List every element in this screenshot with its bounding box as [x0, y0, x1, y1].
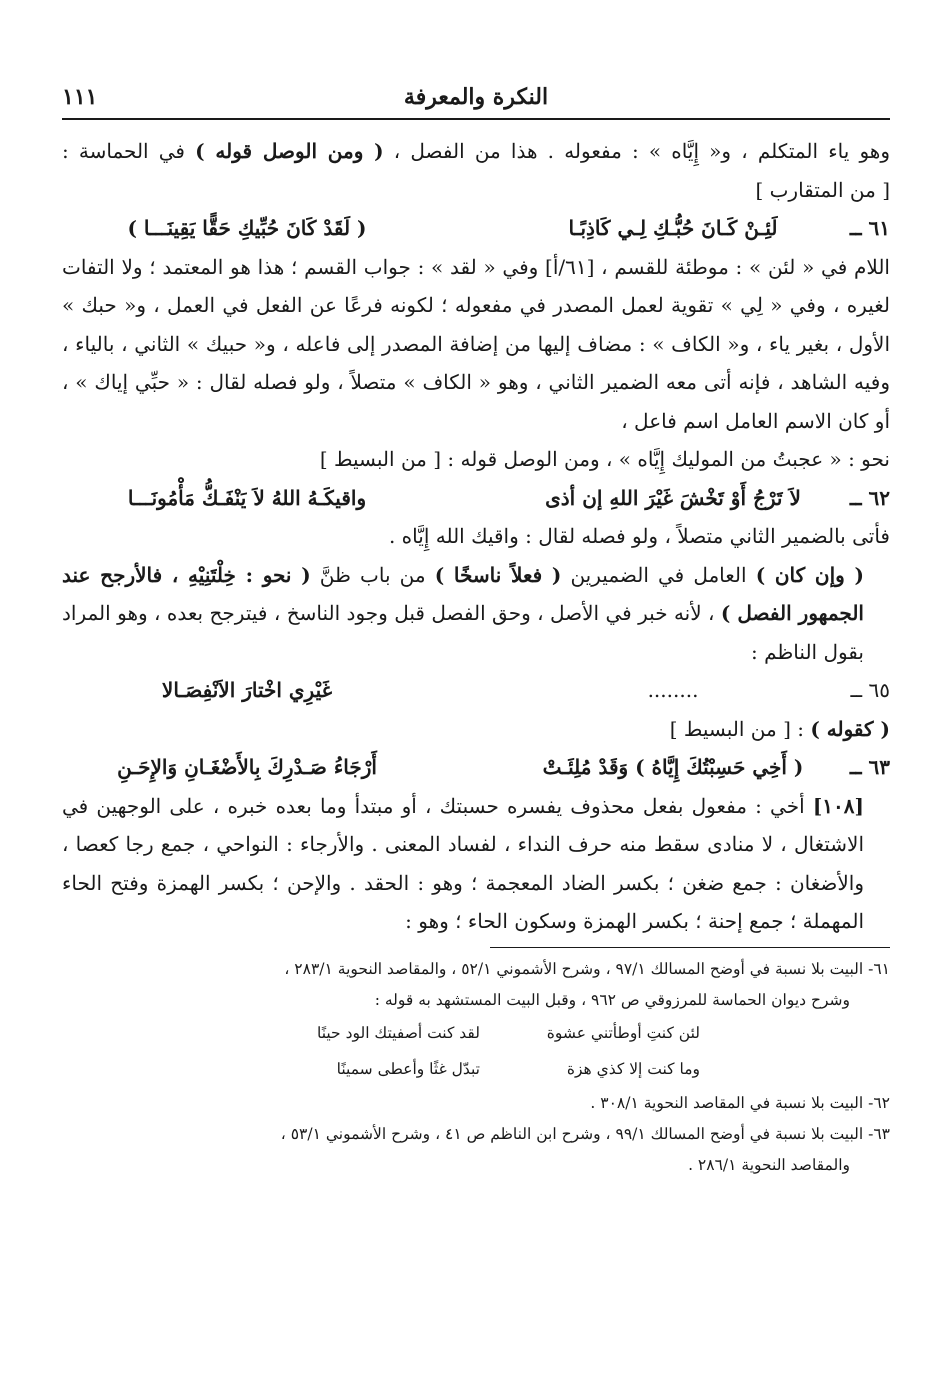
- page-header: [62, 78, 890, 120]
- text-run: من باب ظنَّ: [310, 562, 435, 587]
- paragraph: اللام في « لئن » : موطئة للقسم ، [٦١/أ] وفي « لقد » : جواب القسم ؛ هذا هو المعتمد ؛ ولا التفات لغيره ، وفي « لِي » تقوية لعمل المصدر في مفعوله ؛ لكونه فرعًا عن الفعل في العمل ، و« حبك » الأول ، بغير ياء ، و« الكاف » : مضاف إليها من إضافة المصدر إلى فاعله ، و« حبيك » الثاني ، بالياء ، وفيه الشاهد ، فإنه أتى معه الضمير الثاني ، وهو « الكاف » متصلاً ، ولو فصله لقال : « حبِّي إياك » ، أو كان الاسم العامل اسم فاعل ،: [62, 254, 890, 433]
- verse-65: [62, 671, 890, 710]
- page-number: ١١١: [62, 84, 98, 110]
- verse-number: ٦٢ ــ: [849, 485, 890, 510]
- footnote-63-cont: والمقاصد النحوية ٢٨٦/١ .: [688, 1155, 850, 1174]
- bold-quote: ( وإن كان ): [755, 562, 864, 587]
- verse-number: ٦٥ ــ: [850, 678, 890, 702]
- verse-63: [62, 748, 890, 787]
- footnote-verse-first-half: لئن كنتِ أوطأتني عشوة: [546, 1024, 700, 1042]
- verse-dots: ........: [647, 678, 699, 702]
- text-run: ، لأنه خبر في الأصل ، وحق الفصل قبل وجود الناسخ ، فيترجح بعده ، وهو المراد بقول الناظم :: [62, 601, 864, 664]
- verse-number: ٦١ ــ: [849, 216, 890, 240]
- verse-first-half: ( أَخِي حَسِبْتُكَ إِيَّاهُ ) وَقَدْ مُلِئَـتْ: [542, 755, 804, 779]
- paragraph: [62, 556, 890, 672]
- text-run: العامل في الضميرين: [561, 562, 756, 587]
- verse-number: ٦٣ ــ: [849, 755, 890, 779]
- page-title: النكرة والمعرفة: [403, 84, 549, 110]
- text-run: وهو ياء المتكلم ، و« إِيَّاه » : مفعوله . هذا من الفصل ،: [383, 139, 890, 163]
- verse-61: [62, 209, 890, 248]
- verse-62: [62, 479, 890, 518]
- footnote-63: ٦٣- البيت بلا نسبة في أوضح المسالك ٩٩/١ ، وشرح ابن الناظم ص ٤١ ، وشرح الأشموني ٥٣/١ ،: [280, 1124, 890, 1143]
- paragraph: [62, 710, 890, 749]
- paragraph: [62, 132, 890, 171]
- verse-second-half: غَيْرِي اخْتارَ الاَنْفِصَـالا: [161, 678, 333, 702]
- verse-second-half: واقيكَـهُ اللهُ لاَ يَنْفَـكُّ مَأْمُونَـــا: [127, 485, 367, 510]
- meter-label: [62, 171, 890, 210]
- bold-quote: ( كقوله ): [810, 716, 890, 741]
- bold-quote: ( فعلاً ناسخًا ): [434, 562, 562, 587]
- footnote-verse: [62, 1016, 890, 1052]
- footnote-61: ٦١- البيت بلا نسبة في أوضح المسالك ٩٧/١ ، وشرح الأشموني ٥٢/١ ، والمقاصد النحوية ٢٨٣/١ ،: [284, 959, 890, 978]
- footnotes: [62, 954, 890, 1181]
- bold-quote: ( ومن الوصل قوله ): [195, 139, 384, 163]
- verse-first-half: لاَ تَرْجُ أَوْ تَخْشَ غَيْرَ اللهِ إن أذى: [545, 485, 801, 510]
- verse-second-half: ( لَقَدْ كَانَ حُبِّيكِ حَقًّا يَقِينَـــا ): [127, 216, 367, 240]
- book-page: [62, 78, 890, 1181]
- text-run: في الحماسة :: [62, 139, 196, 163]
- verse-first-half: لَئِـنْ كَـانَ حُبُّـكِ لِـي كَاذِبًـا: [568, 216, 778, 240]
- verse-second-half: أَرْجَاءُ صَـدْرِكَ بِالأَضْغَـانِ وَالإِحَـنِ: [117, 755, 377, 779]
- paragraph: فأتى بالضمير الثاني متصلاً ، ولو فصله لقال : واقيك الله إِيَّاه .: [388, 524, 890, 548]
- footnote-separator: [490, 947, 890, 948]
- footnote-verse-second-half: لقد كنت أصفيتك الود حينًا: [316, 1024, 480, 1042]
- footnote-verse: [62, 1052, 890, 1088]
- meter-text: [ من المتقارب ]: [755, 177, 890, 202]
- bold-quote: ( نحو : خِلْتَنِيْهِ ، فالأرجح عند الجمهور الفصل ): [62, 562, 864, 625]
- text-run: أخي : مفعول بفعل محذوف يفسره حسبتك ، أو مبتدأ وما بعده خبره ، على الوجهين في الاشتغال ، لا منادى سقط منه حرف النداء ، لفساد المعنى . والأرجاء : النواحي ، جمع رجا كعصا ، والأضغان : جمع ضغن ؛ بكسر الضاد المعجمة ؛ وهو : الحقد . والإحن ؛ بكسر الهمزة وفتح الحاء المهملة ؛ جمع إحنة ؛ بكسر الهمزة وسكون الحاء ؛ وهو :: [62, 793, 864, 933]
- footnote-62: ٦٢- البيت بلا نسبة في المقاصد النحوية ٣٠٨/١ .: [590, 1093, 890, 1112]
- paragraph: [62, 787, 890, 941]
- footnote-verse-first-half: وما كنت إلا كذي هزة: [566, 1060, 700, 1078]
- paragraph: نحو : « عجبتُ من الموليك إِيَّاه » ، ومن الوصل قوله : [ من البسيط ]: [319, 447, 890, 471]
- folio-marker: [١٠٨]: [812, 793, 864, 818]
- footnote-61-cont: وشرح ديوان الحماسة للمرزوقي ص ٩٦٢ ، وقبل البيت المستشهد به قوله :: [374, 990, 850, 1009]
- footnote-verse-second-half: تبدّل غثًا وأعطى سمينًا: [336, 1060, 480, 1078]
- text-run: : [ من البسيط ]: [669, 716, 811, 741]
- main-text: [62, 132, 890, 941]
